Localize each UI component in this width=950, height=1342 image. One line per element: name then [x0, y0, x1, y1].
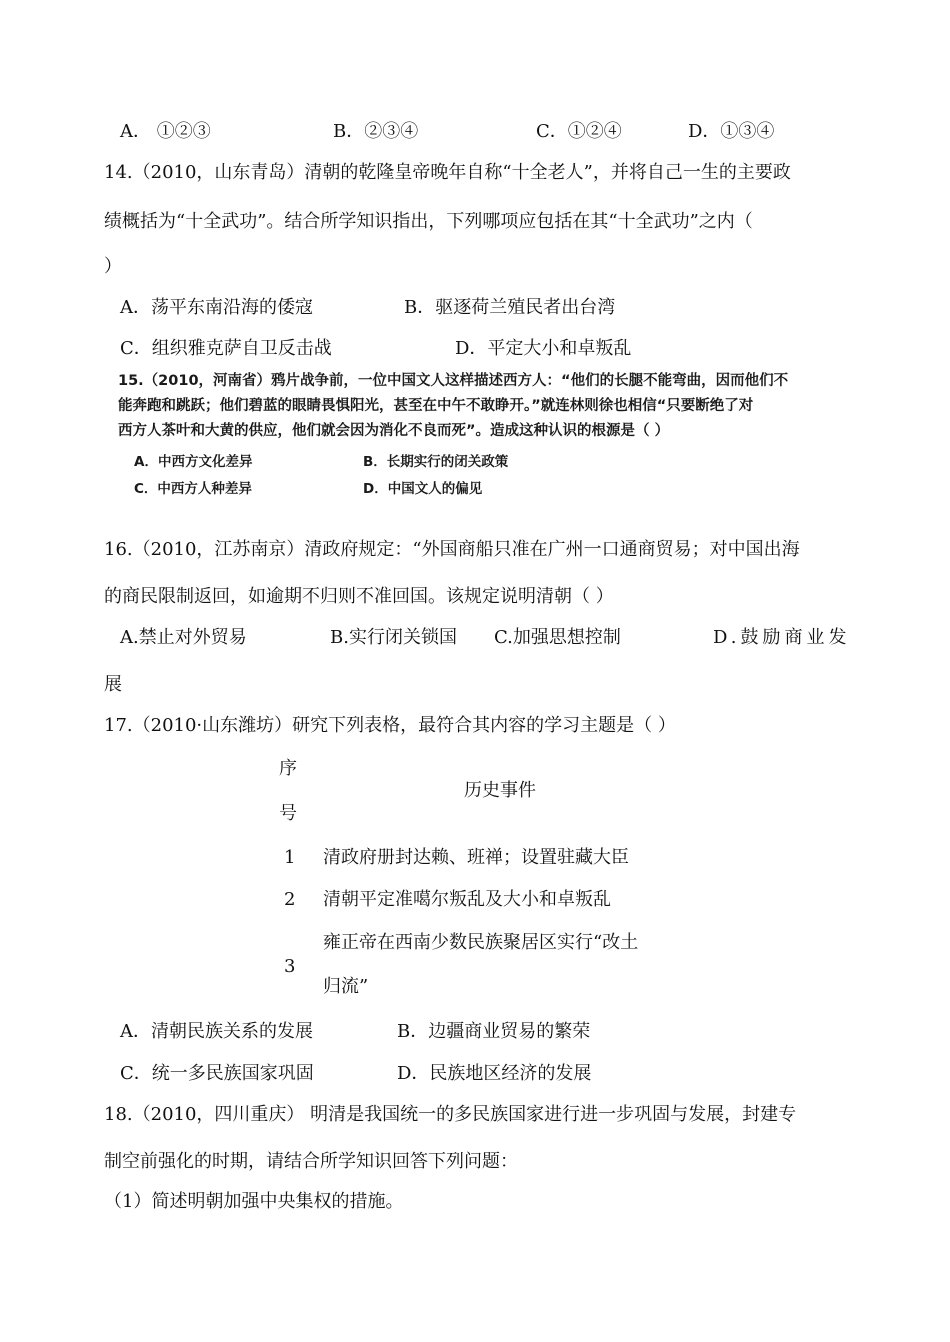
- q14-stem-line-3: ）: [104, 256, 122, 277]
- table-row-3-event-line-1: 雍正帝在西南少数民族聚居区实行“改土: [323, 932, 639, 953]
- q16-stem-line-1: 16.（2010，江苏南京）清政府规定：“外国商船只准在广州一口通商贸易；对中国出海: [104, 539, 800, 560]
- q15-option-b: B．长期实行的闭关政策: [363, 454, 509, 470]
- table-row-2-no: 2: [284, 889, 296, 910]
- q14-option-b: B．驱逐荷兰殖民者出台湾: [404, 297, 616, 318]
- q18-stem-line-1: 18.（2010，四川重庆） 明清是我国统一的多民族国家进行进一步巩固与发展，封建专: [104, 1104, 797, 1125]
- q16-option-d: D.鼓励商业发: [713, 627, 851, 648]
- q14-stem-line-1: 14.（2010，山东青岛）清朝的乾隆皇帝晚年自称“十全老人”，并将自己一生的主要政: [104, 162, 791, 183]
- q15-option-c: C．中西方人种差异: [134, 481, 252, 497]
- q15-stem-line-1: 15.（2010，河南省）鸦片战争前，一位中国文人这样描述西方人：“他们的长腿不能弯曲，因而他们不: [118, 373, 789, 389]
- q13-option-b: B．②③④: [333, 121, 419, 142]
- q17-option-c: C．统一多民族国家巩固: [120, 1063, 314, 1084]
- table-row-3-no: 3: [284, 956, 296, 977]
- table-row-1-no: 1: [284, 847, 296, 868]
- q17-option-a: A．清朝民族关系的发展: [120, 1021, 313, 1042]
- q16-option-a: A.禁止对外贸易: [120, 627, 247, 648]
- q16-option-b: B.实行闭关锁国: [330, 627, 457, 648]
- table-row-3-event-line-2: 归流”: [323, 976, 369, 997]
- table-header-no-1: 序: [279, 758, 297, 779]
- q14-option-c: C．组织雅克萨自卫反击战: [120, 338, 332, 359]
- q17-option-d: D．民族地区经济的发展: [397, 1063, 592, 1084]
- q16-stem-line-2: 的商民限制返回，如逾期不归则不准回国。该规定说明清朝（ ）: [104, 586, 614, 607]
- q14-stem-line-2: 绩概括为“十全武功”。结合所学知识指出，下列哪项应包括在其“十全武功”之内（: [104, 211, 753, 232]
- q13-option-d: D．①③④: [688, 121, 775, 142]
- q17-option-b: B．边疆商业贸易的繁荣: [397, 1021, 591, 1042]
- q15-option-a: A．中西方文化差异: [134, 454, 253, 470]
- table-header-no-2: 号: [279, 803, 297, 824]
- table-header-event: 历史事件: [464, 780, 536, 801]
- q18-stem-line-2: 制空前强化的时期，请结合所学知识回答下列问题：: [104, 1151, 518, 1172]
- q17-stem: 17.（2010·山东潍坊）研究下列表格，最符合其内容的学习主题是（ ）: [104, 715, 676, 736]
- q15-stem-line-3: 西方人茶叶和大黄的供应，他们就会因为消化不良而死”。造成这种认识的根源是（ ）: [118, 423, 670, 439]
- q18-subquestion-1: （1）简述明朝加强中央集权的措施。: [104, 1191, 404, 1212]
- table-row-2-event: 清朝平定准噶尔叛乱及大小和卓叛乱: [323, 889, 611, 910]
- q16-option-d-wrap: 展: [104, 674, 122, 695]
- q13-option-c: C．①②④: [536, 121, 622, 142]
- q15-stem-line-2: 能奔跑和跳跃；他们碧蓝的眼睛畏惧阳光，甚至在中午不敢睁开。”就连林则徐也相信“只要断绝了对: [118, 398, 754, 414]
- q16-option-c: C.加强思想控制: [494, 627, 621, 648]
- q13-option-a: A． ①②③: [120, 121, 211, 142]
- q15-option-d: D．中国文人的偏见: [363, 481, 483, 497]
- q14-option-d: D．平定大小和卓叛乱: [455, 338, 632, 359]
- table-row-1-event: 清政府册封达赖、班禅；设置驻藏大臣: [323, 847, 629, 868]
- q14-option-a: A．荡平东南沿海的倭寇: [120, 297, 313, 318]
